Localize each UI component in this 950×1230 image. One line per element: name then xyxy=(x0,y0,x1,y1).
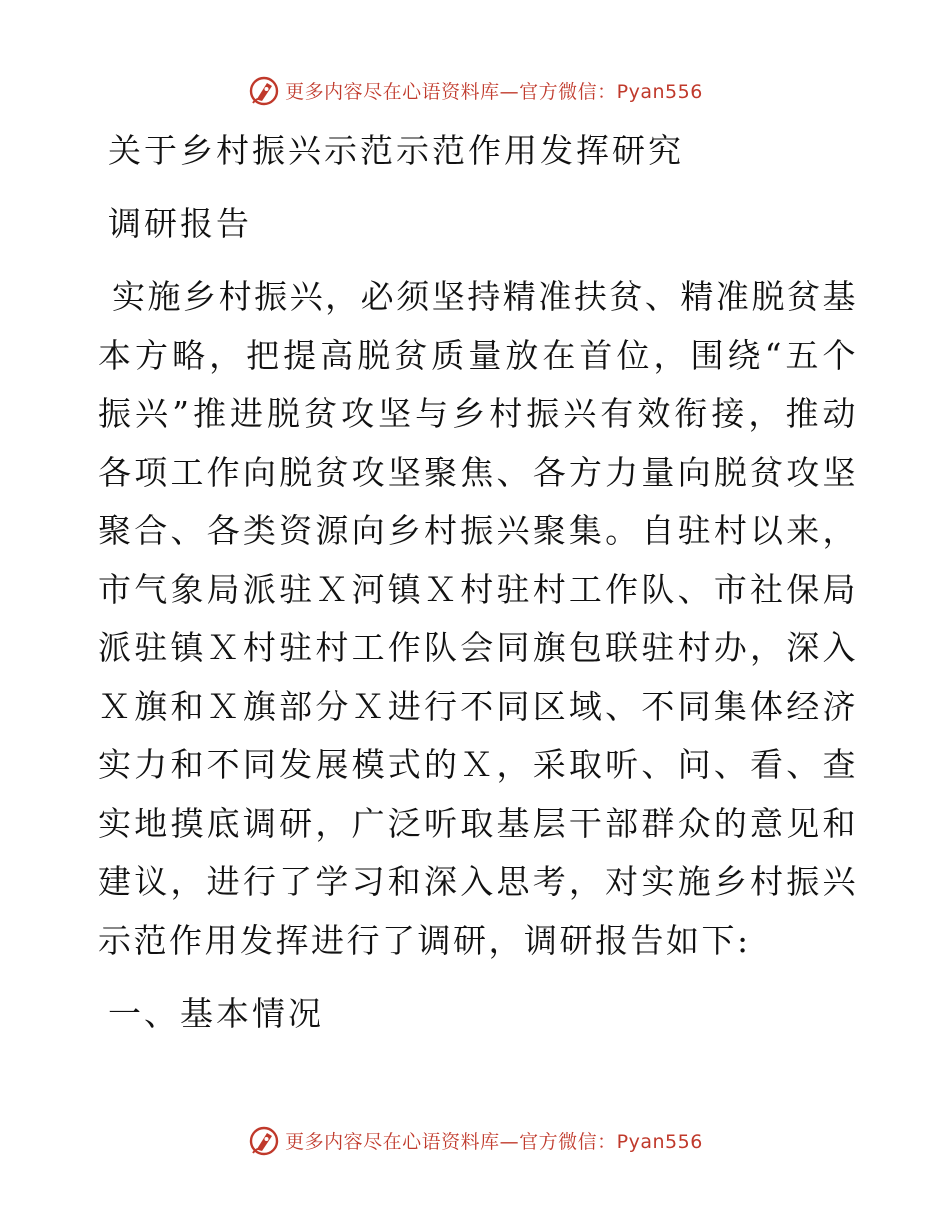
body-paragraph: 实施乡村振兴，必须坚持精准扶贫、精准脱贫基本方略，把提高脱贫质量放在首位，围绕“五个振兴”推进脱贫攻坚与乡村振兴有效衔接，推动各项工作向脱贫攻坚聚焦、各方力量向脱贫攻坚聚合、各类资源向乡村振兴聚集。自驻村以来，市气象局派驻Ｘ河镇Ｘ村驻村工作队、市社保局派驻镇Ｘ村驻村工作队会同旗包联驻村办，深入Ｘ旗和Ｘ旗部分Ｘ进行不同区域、不同集体经济实力和不同发展模式的Ｘ，采取听、问、看、查实地摸底调研，广泛听取基层干部群众的意见和建议，进行了学习和深入思考，对实施乡村振兴示范作用发挥进行了调研，调研报告如下: xyxy=(98,277,858,960)
pen-nib-circle-icon xyxy=(247,1123,281,1157)
watermark-text: 更多内容尽在心语资料库—官方微信：Pyan556 xyxy=(285,80,703,103)
header-watermark xyxy=(0,70,950,110)
watermark-text: 更多内容尽在心语资料库—官方微信：Pyan556 xyxy=(285,1130,703,1153)
footer-watermark xyxy=(0,1120,950,1160)
document-title: 关于乡村振兴示范示范作用发挥研究 xyxy=(108,131,684,170)
section-heading: 一、基本情况 xyxy=(108,994,324,1033)
pen-nib-circle-icon xyxy=(247,73,281,107)
document-subtitle: 调研报告 xyxy=(108,204,252,243)
